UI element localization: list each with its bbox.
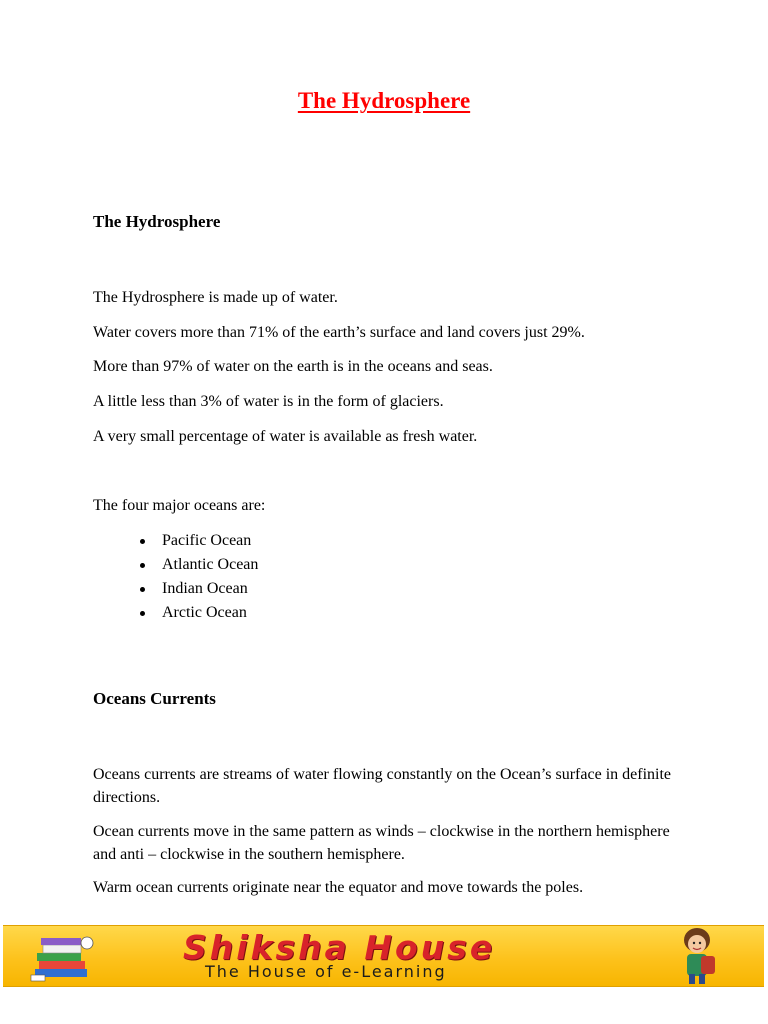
paragraph: The Hydrosphere is made up of water. (93, 289, 338, 306)
brand-tagline: The House of e-Learning (205, 962, 447, 981)
paragraph: Ocean currents move in the same pattern as winds – clockwise in the northern hemisphere and anti – clockwise in the southern hemisphere. (93, 823, 670, 863)
bullet-icon (140, 587, 145, 592)
bullet-icon (140, 539, 145, 544)
student-icon (661, 926, 731, 986)
list-item-label: Arctic Ocean (162, 604, 247, 621)
footer-banner (3, 925, 764, 987)
bullet-icon (140, 611, 145, 616)
list-item (140, 577, 258, 601)
page-title: The Hydrosphere (297, 88, 471, 113)
oceans-intro: The four major oceans are: (93, 497, 266, 514)
list-item (140, 529, 258, 553)
section-heading-hydrosphere: The Hydrosphere (93, 212, 221, 231)
paragraph: A little less than 3% of water is in the form of glaciers. (93, 393, 444, 410)
books-icon (29, 929, 99, 983)
paragraph: Oceans currents are streams of water flowing constantly on the Ocean’s surface in definite directions. (93, 766, 671, 806)
paragraph: Water covers more than 71% of the earth’s surface and land covers just 29%. (93, 324, 585, 341)
list-item-label: Pacific Ocean (162, 532, 252, 549)
bullet-icon (140, 563, 145, 568)
paragraph: Warm ocean currents originate near the equator and move towards the poles. (93, 879, 584, 896)
brand-name: Shiksha House (183, 928, 496, 967)
list-item (140, 601, 258, 625)
list-item-label: Indian Ocean (162, 580, 248, 597)
paragraph: More than 97% of water on the earth is in the oceans and seas. (93, 358, 493, 375)
list-item (140, 553, 258, 577)
list-item-label: Atlantic Ocean (162, 556, 259, 573)
ocean-list (140, 529, 258, 625)
paragraph: A very small percentage of water is available as fresh water. (93, 428, 478, 445)
section-heading-ocean-currents: Oceans Currents (93, 689, 216, 708)
